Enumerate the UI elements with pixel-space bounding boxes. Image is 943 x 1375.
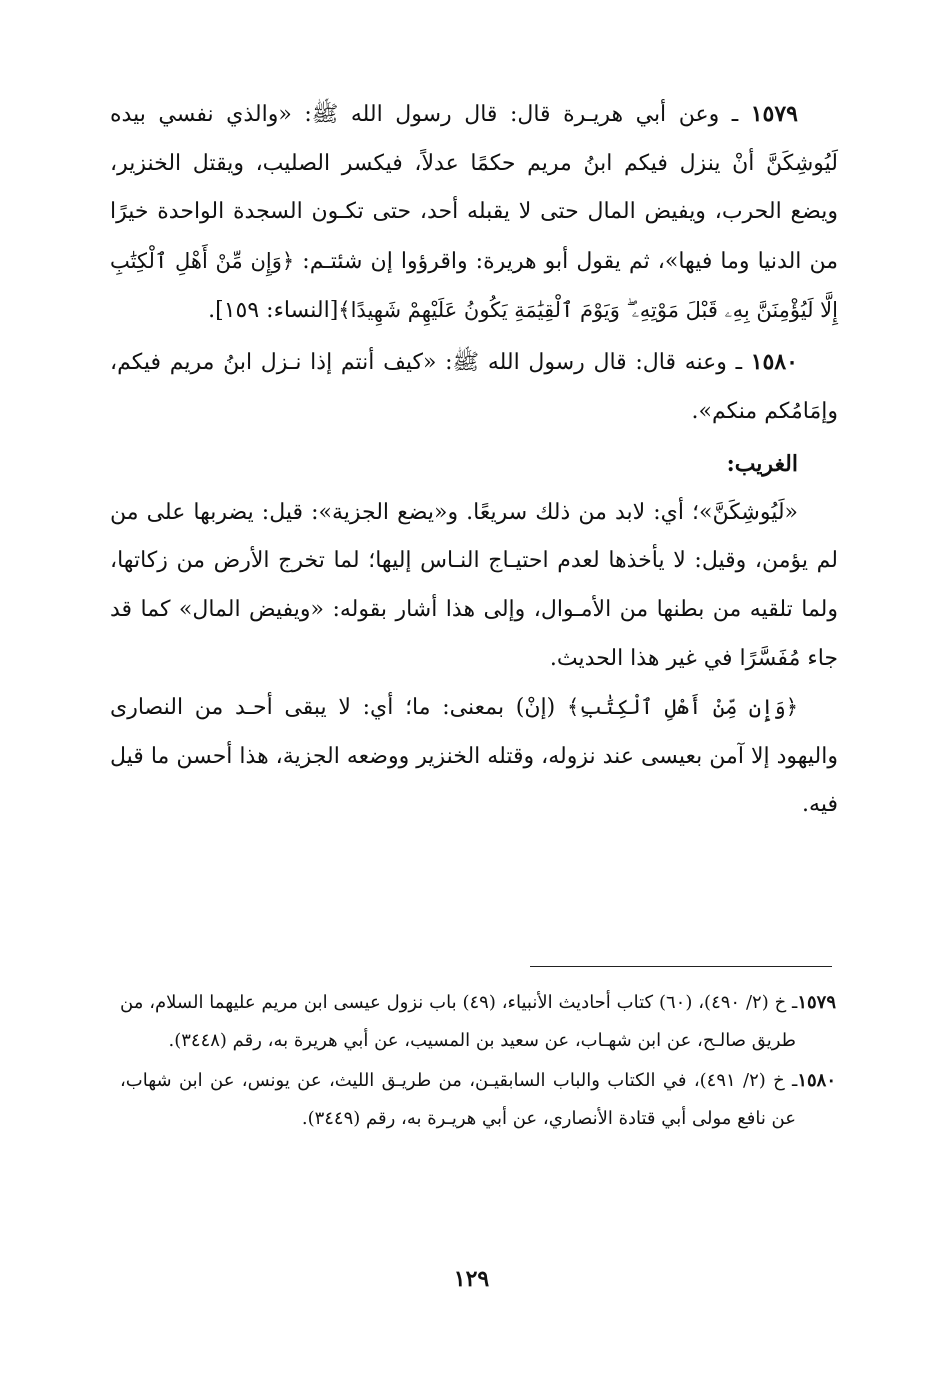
- hadith-text: ـ وعن أبي هريـرة قال: قال رسول الله ﷺ: «والذي نفسي بيده لَيُوشِكَنَّ أنْ ينزل فيكم ابنُ مريم حكمًا عدلاً، فيكسر الصليب، ويقتل الخنزير، ويضع الحرب، ويفيض المال حتى لا يقبله أحد، حتى تكـون السجدة الواحدة خيرًا من الدنيا وما فيها»، ثم يقول أبو هريرة: واقرؤوا إن شئتـم:: [110, 102, 838, 274]
- page-number: ١٢٩: [453, 1266, 490, 1292]
- hadith-number: ١٥٧٩: [750, 101, 798, 127]
- footnote-text: ـ خ (٢/ ٤٩١)، في الكتاب والباب السابقيـن، من طريـق الليث، عن يونس، عن ابن شهاب، عن نافع مولى أبي قتادة الأنصاري، عن أبي هريـرة به، رقم (٣٤٤٩).: [120, 1070, 798, 1129]
- footnote: [120, 1062, 836, 1138]
- quran-reference: [النساء: ١٥٩].: [208, 298, 339, 324]
- quran-verse: ﴿وَإِن مِّنْ أَهْلِ ٱلْكِتَٰبِ﴾: [566, 695, 799, 720]
- footnote-separator: [530, 966, 832, 967]
- quran-verse: ﴿وَإِن مِّنْ أَهْلِ ٱلْكِتَٰبِ إِلَّا لَيُؤْمِنَنَّ بِهِۦ قَبْلَ مَوْتِهِۦ ۖ وَيَوْمَ ٱلْقِيَٰمَةِ يَكُونُ عَلَيْهِمْ شَهِيدًا﴾: [110, 248, 838, 323]
- footnotes: [120, 984, 836, 1138]
- footnote: [120, 984, 836, 1060]
- hadith-number: ١٥٨٠: [750, 348, 798, 375]
- hadith-1579: [110, 90, 838, 336]
- gharib-paragraph: «لَيُوشِكَنَّ»؛ أي: لابد من ذلك سريعًا. و«يضع الجزية»: قيل: يضربها على من لم يؤمن، وقيل: لا يأخذها لعدم احتيـاج النـاس إليها؛ لما تخرج الأرض من زكاتها، ولما تلقيه من بطنها من الأمـوال، وإلى هذا أشار بقوله: «ويفيض المال» كما قد جاء مُفَسَّرًا في غير هذا الحديث.: [110, 499, 838, 671]
- gharib-paragraph: [110, 683, 838, 830]
- footnote-number: ١٥٨٠: [797, 1070, 836, 1091]
- main-text: [110, 90, 838, 830]
- hadith-1580: [110, 336, 838, 436]
- gharib-text: (إنْ) بمعنى: ما؛ أي: لا يبقى أحـد من النصارى واليهود إلا آمن بعيسى عند نزوله، وقتله الخنزير ووضعه الجزية، هذا أحسن ما قيل فيه.: [110, 695, 838, 818]
- gharib-heading: الغريب:: [726, 451, 798, 478]
- footnote-text: ـ خ (٢/ ٤٩٠)، (٦٠) كتاب أحاديث الأنبياء، (٤٩) باب نزول عيسى ابن مريم عليهما السلام، من طريق صالـح، عن ابن شهـاب، عن سعيد بن المسيب، عن أبي هريرة به، رقم (٣٤٤٨).: [120, 992, 798, 1051]
- footnote-number: ١٥٧٩: [797, 992, 837, 1013]
- hadith-text: ـ وعنه قال: قال رسول الله ﷺ: «كيف أنتم إذا نـزل ابنُ مريم فيكم، وإمَامُكم منكم».: [110, 349, 838, 424]
